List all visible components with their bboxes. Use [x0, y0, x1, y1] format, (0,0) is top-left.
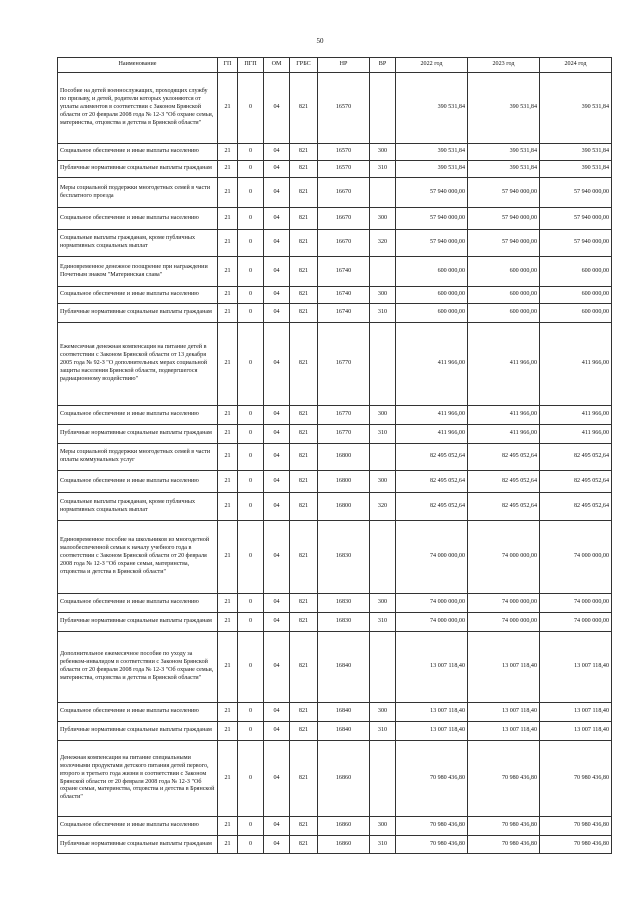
header-name: Наименование [58, 58, 218, 73]
cell-grbs: 821 [290, 208, 318, 230]
cell-grbs: 821 [290, 444, 318, 471]
cell-y2023: 82 495 052,64 [468, 471, 540, 493]
cell-gp: 21 [218, 722, 238, 741]
cell-y2022: 390 531,84 [396, 73, 468, 144]
cell-y2023: 411 966,00 [468, 323, 540, 406]
cell-pgp: 0 [238, 144, 264, 161]
cell-y2024: 57 940 000,00 [540, 208, 612, 230]
cell-name: Социальное обеспечение и иные выплаты населению [58, 594, 218, 613]
cell-y2022: 70 980 436,80 [396, 741, 468, 817]
cell-y2023: 82 495 052,64 [468, 493, 540, 521]
cell-om: 04 [264, 425, 290, 444]
cell-vr: 300 [370, 208, 396, 230]
cell-om: 04 [264, 208, 290, 230]
cell-gp: 21 [218, 521, 238, 594]
cell-name: Социальные выплаты гражданам, кроме публичных нормативных социальных выплат [58, 493, 218, 521]
cell-vr [370, 632, 396, 703]
cell-y2023: 74 000 000,00 [468, 521, 540, 594]
cell-grbs: 821 [290, 493, 318, 521]
cell-grbs: 821 [290, 817, 318, 836]
cell-y2022: 74 000 000,00 [396, 613, 468, 632]
cell-grbs: 821 [290, 230, 318, 257]
table-row [58, 287, 612, 304]
cell-y2024: 70 980 436,80 [540, 836, 612, 854]
cell-grbs: 821 [290, 178, 318, 208]
cell-pgp: 0 [238, 425, 264, 444]
cell-y2022: 82 495 052,64 [396, 471, 468, 493]
header-pgp: ПГП [238, 58, 264, 73]
cell-vr: 300 [370, 594, 396, 613]
table-row [58, 493, 612, 521]
cell-name: Социальное обеспечение и иные выплаты населению [58, 144, 218, 161]
cell-y2024: 390 531,84 [540, 73, 612, 144]
table-row [58, 471, 612, 493]
cell-pgp: 0 [238, 703, 264, 722]
cell-grbs: 821 [290, 471, 318, 493]
cell-pgp: 0 [238, 287, 264, 304]
cell-name: Ежемесячная денежная компенсация на питание детей в соответствии с Законом Брянской области от 13 декабря 2005 года № 92-З "О дополнительных мерах социальной защиты населения Брянской области, подвергшегося радиационному воздействию" [58, 323, 218, 406]
cell-y2022: 600 000,00 [396, 287, 468, 304]
cell-pgp: 0 [238, 817, 264, 836]
cell-pgp: 0 [238, 594, 264, 613]
cell-y2024: 70 980 436,80 [540, 741, 612, 817]
table-row [58, 230, 612, 257]
cell-name: Меры социальной поддержки многодетных семей в части оплаты коммунальных услуг [58, 444, 218, 471]
cell-pgp: 0 [238, 613, 264, 632]
cell-nr: 16800 [318, 471, 370, 493]
cell-pgp: 0 [238, 208, 264, 230]
cell-vr: 310 [370, 836, 396, 854]
cell-y2024: 74 000 000,00 [540, 521, 612, 594]
cell-gp: 21 [218, 613, 238, 632]
cell-name: Социальное обеспечение и иные выплаты населению [58, 817, 218, 836]
table-row [58, 594, 612, 613]
cell-gp: 21 [218, 836, 238, 854]
cell-vr [370, 73, 396, 144]
cell-y2024: 82 495 052,64 [540, 444, 612, 471]
cell-name: Социальное обеспечение и иные выплаты населению [58, 406, 218, 425]
cell-vr: 310 [370, 722, 396, 741]
table-row [58, 208, 612, 230]
table-row [58, 304, 612, 323]
cell-gp: 21 [218, 161, 238, 178]
cell-gp: 21 [218, 703, 238, 722]
cell-nr: 16770 [318, 323, 370, 406]
cell-grbs: 821 [290, 722, 318, 741]
cell-om: 04 [264, 471, 290, 493]
cell-gp: 21 [218, 741, 238, 817]
cell-grbs: 821 [290, 73, 318, 144]
cell-vr: 300 [370, 703, 396, 722]
cell-om: 04 [264, 613, 290, 632]
cell-y2024: 82 495 052,64 [540, 493, 612, 521]
cell-vr: 310 [370, 304, 396, 323]
cell-vr: 320 [370, 230, 396, 257]
cell-y2023: 13 007 118,40 [468, 703, 540, 722]
cell-y2024: 13 007 118,40 [540, 722, 612, 741]
cell-nr: 16860 [318, 741, 370, 817]
header-2024: 2024 год [540, 58, 612, 73]
cell-gp: 21 [218, 425, 238, 444]
table-row [58, 425, 612, 444]
cell-vr: 300 [370, 144, 396, 161]
header-vr: ВР [370, 58, 396, 73]
cell-nr: 16570 [318, 161, 370, 178]
cell-gp: 21 [218, 471, 238, 493]
cell-gp: 21 [218, 208, 238, 230]
table-row [58, 632, 612, 703]
cell-y2022: 74 000 000,00 [396, 594, 468, 613]
cell-om: 04 [264, 144, 290, 161]
cell-pgp: 0 [238, 741, 264, 817]
cell-grbs: 821 [290, 703, 318, 722]
cell-vr: 300 [370, 287, 396, 304]
cell-y2024: 74 000 000,00 [540, 594, 612, 613]
cell-y2024: 390 531,84 [540, 144, 612, 161]
cell-vr [370, 521, 396, 594]
cell-y2022: 57 940 000,00 [396, 230, 468, 257]
cell-grbs: 821 [290, 304, 318, 323]
cell-nr: 16840 [318, 722, 370, 741]
cell-om: 04 [264, 287, 290, 304]
cell-vr: 300 [370, 471, 396, 493]
header-2022: 2022 год [396, 58, 468, 73]
cell-name: Публичные нормативные социальные выплаты гражданам [58, 161, 218, 178]
cell-y2024: 13 007 118,40 [540, 632, 612, 703]
table-row [58, 323, 612, 406]
table-row [58, 817, 612, 836]
cell-om: 04 [264, 817, 290, 836]
header-om: ОМ [264, 58, 290, 73]
cell-gp: 21 [218, 493, 238, 521]
cell-nr: 16670 [318, 208, 370, 230]
cell-grbs: 821 [290, 287, 318, 304]
cell-y2023: 600 000,00 [468, 304, 540, 323]
cell-om: 04 [264, 632, 290, 703]
cell-gp: 21 [218, 444, 238, 471]
cell-vr: 300 [370, 406, 396, 425]
table-row [58, 178, 612, 208]
cell-y2024: 600 000,00 [540, 257, 612, 287]
cell-pgp: 0 [238, 161, 264, 178]
cell-nr: 16830 [318, 594, 370, 613]
cell-name: Меры социальной поддержки многодетных семей в части бесплатного проезда [58, 178, 218, 208]
table-row [58, 613, 612, 632]
cell-grbs: 821 [290, 257, 318, 287]
cell-y2024: 82 495 052,64 [540, 471, 612, 493]
cell-name: Публичные нормативные социальные выплаты гражданам [58, 304, 218, 323]
table-row [58, 722, 612, 741]
cell-y2024: 411 966,00 [540, 323, 612, 406]
cell-om: 04 [264, 741, 290, 817]
cell-nr: 16860 [318, 817, 370, 836]
header-row [58, 58, 612, 73]
table-row [58, 741, 612, 817]
cell-pgp: 0 [238, 722, 264, 741]
header-nr: НР [318, 58, 370, 73]
cell-om: 04 [264, 406, 290, 425]
cell-y2024: 600 000,00 [540, 287, 612, 304]
cell-nr: 16770 [318, 425, 370, 444]
table-row [58, 144, 612, 161]
cell-nr: 16800 [318, 444, 370, 471]
header-2023: 2023 год [468, 58, 540, 73]
cell-y2023: 57 940 000,00 [468, 230, 540, 257]
cell-grbs: 821 [290, 521, 318, 594]
cell-pgp: 0 [238, 304, 264, 323]
cell-y2023: 390 531,84 [468, 73, 540, 144]
cell-pgp: 0 [238, 178, 264, 208]
cell-grbs: 821 [290, 613, 318, 632]
cell-y2022: 600 000,00 [396, 304, 468, 323]
cell-y2023: 13 007 118,40 [468, 722, 540, 741]
cell-name: Публичные нормативные социальные выплаты гражданам [58, 613, 218, 632]
cell-y2022: 600 000,00 [396, 257, 468, 287]
table-row [58, 73, 612, 144]
cell-name: Социальное обеспечение и иные выплаты населению [58, 703, 218, 722]
cell-om: 04 [264, 836, 290, 854]
cell-y2024: 13 007 118,40 [540, 703, 612, 722]
cell-y2022: 82 495 052,64 [396, 444, 468, 471]
cell-gp: 21 [218, 287, 238, 304]
cell-name: Дополнительное ежемесячное пособие по уходу за ребенком-инвалидом в соответствии с Законом Брянской области от 20 февраля 2008 года № 12-З "Об охране семьи, материнства, отцовства и детства в Брянской области" [58, 632, 218, 703]
cell-nr: 16840 [318, 632, 370, 703]
cell-y2022: 411 966,00 [396, 425, 468, 444]
cell-y2022: 13 007 118,40 [396, 632, 468, 703]
cell-om: 04 [264, 73, 290, 144]
cell-nr: 16570 [318, 73, 370, 144]
cell-grbs: 821 [290, 594, 318, 613]
cell-om: 04 [264, 722, 290, 741]
cell-y2024: 390 531,84 [540, 161, 612, 178]
cell-om: 04 [264, 703, 290, 722]
cell-grbs: 821 [290, 425, 318, 444]
cell-name: Социальное обеспечение и иные выплаты населению [58, 287, 218, 304]
table-row [58, 161, 612, 178]
cell-vr: 310 [370, 425, 396, 444]
cell-gp: 21 [218, 323, 238, 406]
page-number: 50 [316, 37, 324, 45]
cell-om: 04 [264, 304, 290, 323]
cell-y2022: 13 007 118,40 [396, 703, 468, 722]
cell-nr: 16830 [318, 521, 370, 594]
cell-name: Единовременное денежное поощрение при награждении Почетным знаком "Материнская слава" [58, 257, 218, 287]
cell-name: Социальное обеспечение и иные выплаты населению [58, 471, 218, 493]
cell-y2022: 390 531,84 [396, 144, 468, 161]
cell-gp: 21 [218, 230, 238, 257]
cell-nr: 16830 [318, 613, 370, 632]
cell-pgp: 0 [238, 230, 264, 257]
cell-y2023: 74 000 000,00 [468, 613, 540, 632]
cell-y2023: 70 980 436,80 [468, 741, 540, 817]
cell-pgp: 0 [238, 471, 264, 493]
cell-y2023: 57 940 000,00 [468, 208, 540, 230]
cell-nr: 16740 [318, 304, 370, 323]
cell-pgp: 0 [238, 444, 264, 471]
cell-nr: 16840 [318, 703, 370, 722]
cell-pgp: 0 [238, 73, 264, 144]
cell-pgp: 0 [238, 406, 264, 425]
cell-y2024: 600 000,00 [540, 304, 612, 323]
cell-om: 04 [264, 230, 290, 257]
cell-nr: 16800 [318, 493, 370, 521]
header-grbs: ГРБС [290, 58, 318, 73]
cell-y2024: 411 966,00 [540, 406, 612, 425]
cell-y2022: 57 940 000,00 [396, 178, 468, 208]
cell-grbs: 821 [290, 406, 318, 425]
cell-om: 04 [264, 594, 290, 613]
cell-om: 04 [264, 257, 290, 287]
table-row [58, 406, 612, 425]
cell-pgp: 0 [238, 836, 264, 854]
cell-y2024: 411 966,00 [540, 425, 612, 444]
cell-y2024: 57 940 000,00 [540, 178, 612, 208]
cell-gp: 21 [218, 817, 238, 836]
cell-y2022: 70 980 436,80 [396, 817, 468, 836]
cell-y2023: 600 000,00 [468, 257, 540, 287]
cell-grbs: 821 [290, 161, 318, 178]
cell-om: 04 [264, 493, 290, 521]
cell-y2023: 74 000 000,00 [468, 594, 540, 613]
cell-vr [370, 741, 396, 817]
cell-y2022: 13 007 118,40 [396, 722, 468, 741]
cell-vr: 320 [370, 493, 396, 521]
budget-table [57, 57, 612, 854]
cell-vr [370, 323, 396, 406]
cell-vr: 310 [370, 161, 396, 178]
cell-pgp: 0 [238, 521, 264, 594]
cell-y2022: 57 940 000,00 [396, 208, 468, 230]
cell-y2023: 82 495 052,64 [468, 444, 540, 471]
cell-nr: 16740 [318, 257, 370, 287]
cell-om: 04 [264, 323, 290, 406]
cell-grbs: 821 [290, 632, 318, 703]
cell-name: Пособие на детей военнослужащих, проходящих службу по призыву, и детей, родители которых уклоняются от уплаты алиментов в соответствии с Законом Брянской области от 20 февраля 2008 года № 12-З "Об охране семьи, материнства, отцовства и детства в Брянской области" [58, 73, 218, 144]
cell-name: Публичные нормативные социальные выплаты гражданам [58, 425, 218, 444]
cell-vr [370, 257, 396, 287]
cell-name: Денежная компенсация на питание специальными молочными продуктами детского питания детей первого, второго и третьего года жизни в соответствии с Законом Брянской области от 20 февраля 2008 года № 12-З "Об охране семьи, материнства, отцовства и детства в Брянской области" [58, 741, 218, 817]
cell-y2023: 411 966,00 [468, 406, 540, 425]
cell-om: 04 [264, 161, 290, 178]
cell-y2022: 411 966,00 [396, 406, 468, 425]
cell-grbs: 821 [290, 144, 318, 161]
table-row [58, 836, 612, 854]
cell-nr: 16670 [318, 230, 370, 257]
cell-nr: 16740 [318, 287, 370, 304]
table-row [58, 444, 612, 471]
cell-pgp: 0 [238, 632, 264, 703]
cell-pgp: 0 [238, 323, 264, 406]
cell-y2023: 70 980 436,80 [468, 817, 540, 836]
cell-gp: 21 [218, 144, 238, 161]
cell-nr: 16860 [318, 836, 370, 854]
cell-om: 04 [264, 521, 290, 594]
cell-name: Публичные нормативные социальные выплаты гражданам [58, 836, 218, 854]
cell-y2023: 600 000,00 [468, 287, 540, 304]
cell-grbs: 821 [290, 836, 318, 854]
cell-nr: 16570 [318, 144, 370, 161]
cell-y2023: 13 007 118,40 [468, 632, 540, 703]
cell-pgp: 0 [238, 257, 264, 287]
table-body [58, 73, 612, 854]
header-gp: ГП [218, 58, 238, 73]
table-row [58, 703, 612, 722]
cell-y2024: 74 000 000,00 [540, 613, 612, 632]
cell-gp: 21 [218, 632, 238, 703]
cell-vr [370, 444, 396, 471]
cell-om: 04 [264, 444, 290, 471]
cell-gp: 21 [218, 257, 238, 287]
cell-y2022: 70 980 436,80 [396, 836, 468, 854]
cell-y2023: 390 531,84 [468, 161, 540, 178]
cell-pgp: 0 [238, 493, 264, 521]
cell-gp: 21 [218, 304, 238, 323]
cell-gp: 21 [218, 73, 238, 144]
cell-om: 04 [264, 178, 290, 208]
cell-grbs: 821 [290, 741, 318, 817]
cell-y2022: 411 966,00 [396, 323, 468, 406]
cell-y2023: 70 980 436,80 [468, 836, 540, 854]
cell-vr: 310 [370, 613, 396, 632]
cell-y2022: 74 000 000,00 [396, 521, 468, 594]
cell-name: Публичные нормативные социальные выплаты гражданам [58, 722, 218, 741]
cell-y2022: 390 531,84 [396, 161, 468, 178]
cell-gp: 21 [218, 594, 238, 613]
cell-y2024: 57 940 000,00 [540, 230, 612, 257]
cell-y2022: 82 495 052,64 [396, 493, 468, 521]
cell-gp: 21 [218, 178, 238, 208]
cell-y2023: 411 966,00 [468, 425, 540, 444]
cell-y2024: 70 980 436,80 [540, 817, 612, 836]
cell-name: Социальное обеспечение и иные выплаты населению [58, 208, 218, 230]
cell-name: Единовременное пособие на школьников из многодетной малообеспеченной семьи к началу учебного года в соответствии с Законом Брянской области от 20 февраля 2008 года № 12-З "Об охране семьи, материнства, отцовства и детства в Брянской области" [58, 521, 218, 594]
cell-grbs: 821 [290, 323, 318, 406]
cell-vr: 300 [370, 817, 396, 836]
cell-vr [370, 178, 396, 208]
cell-nr: 16670 [318, 178, 370, 208]
cell-gp: 21 [218, 406, 238, 425]
cell-y2023: 57 940 000,00 [468, 178, 540, 208]
cell-name: Социальные выплаты гражданам, кроме публичных нормативных социальных выплат [58, 230, 218, 257]
cell-y2023: 390 531,84 [468, 144, 540, 161]
table-row [58, 257, 612, 287]
cell-nr: 16770 [318, 406, 370, 425]
table-row [58, 521, 612, 594]
